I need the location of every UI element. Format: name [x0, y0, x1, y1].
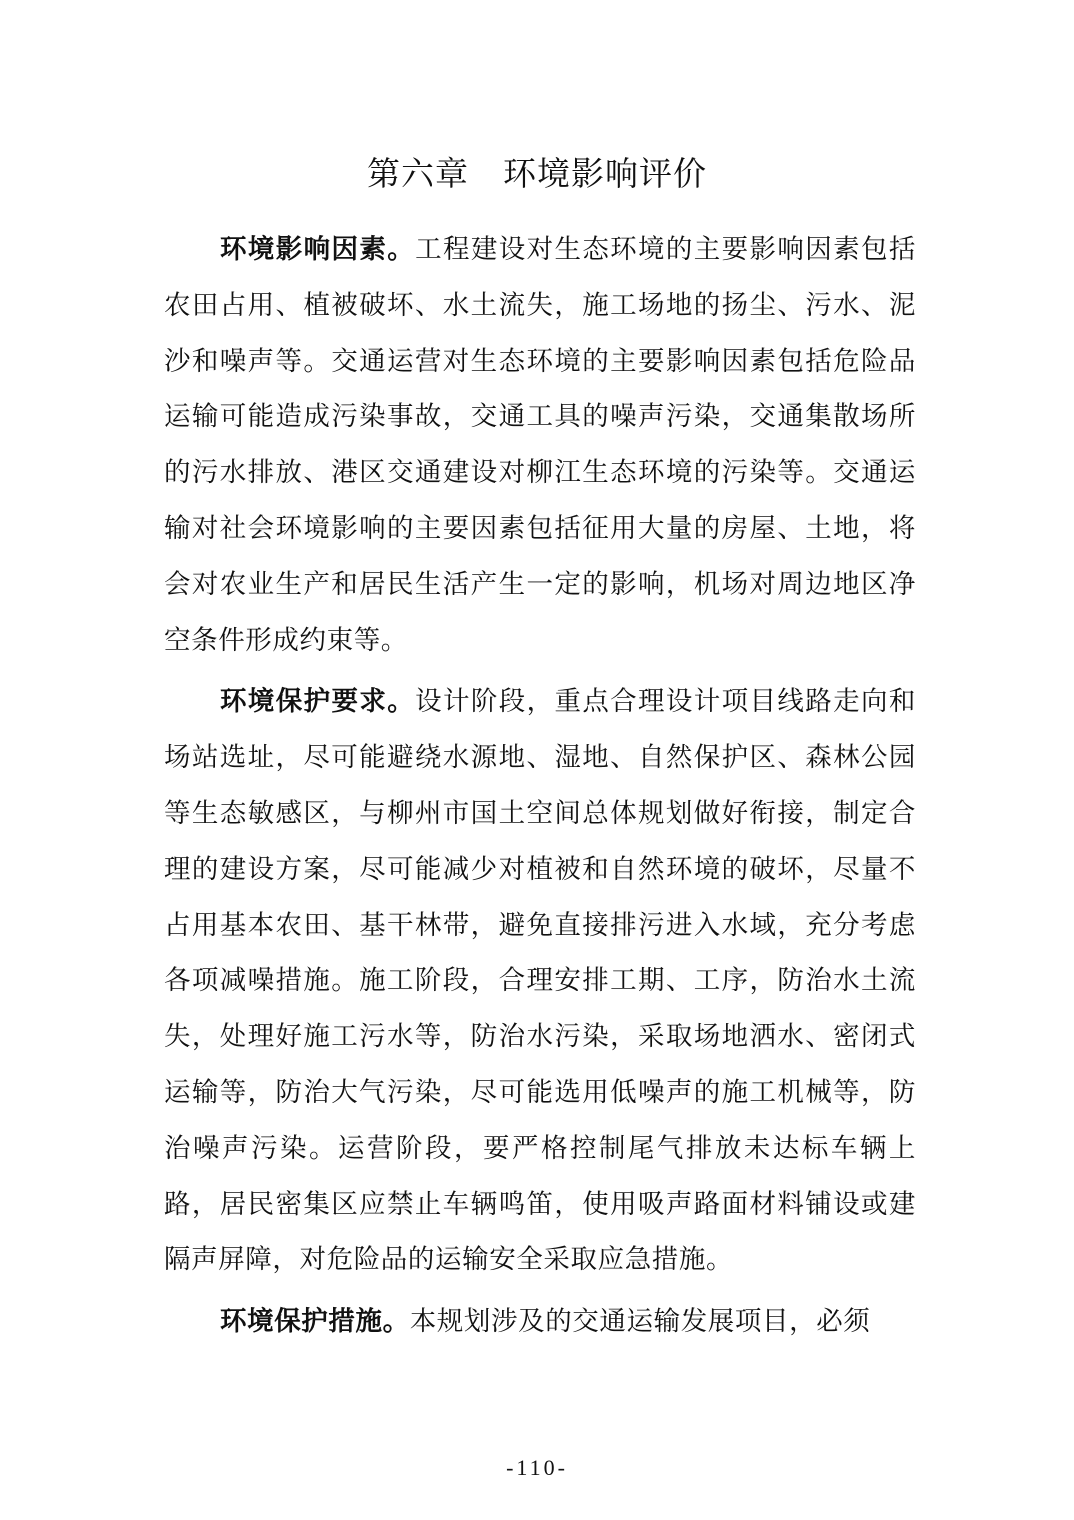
paragraph-lead-heading: 环境保护要求。 — [220, 686, 416, 718]
paragraph-impact-factors — [164, 222, 916, 668]
paragraph-body: 本规划涉及的交通运输发展项目，必须 — [409, 1306, 871, 1338]
body-text — [164, 222, 916, 1356]
paragraph-body: 工程建设对生态环境的主要影响因素包括农田占用、植被破坏、水土流失，施工场地的扬尘、污水、泥沙和噪声等。交通运营对生态环境的主要影响因素包括危险品运输可能造成污染事故，交通工具的噪声污染，交通集散场所的污水排放、港区交通建设对柳江生态环境的污染等。交通运输对社会环境影响的主要因素包括征用大量的房屋、土地，将会对农业生产和居民生活产生一定的影响，机场对周边地区净空条件形成约束等。 — [164, 234, 916, 656]
page-number: -110- — [506, 1455, 568, 1480]
paragraph-lead-heading: 环境影响因素。 — [220, 234, 416, 265]
paragraph-body: 设计阶段，重点合理设计项目线路走向和场站选址，尽可能避绕水源地、湿地、自然保护区、森林公园等生态敏感区，与柳州市国土空间总体规划做好衔接，制定合理的建设方案，尽可能减少对植被和自然环境的破坏，尽量不占用基本农田、基干林带，避免直接排污进入水域，充分考虑各项减噪措施。施工阶段，合理安排工期、工序，防治水土流失，处理好施工污水等，防治水污染，采取场地洒水、密闭式运输等，防治大气污染，尽可能选用低噪声的施工机械等，防治噪声污染。运营阶段，要严格控制尾气排放未达标车辆上路，居民密集区应禁止车辆鸣笛，使用吸声路面材料铺设或建隔声屏障，对危险品的运输安全采取应急措施。 — [164, 686, 916, 1276]
chapter-title: 环境影响评价 — [503, 154, 707, 193]
paragraph-protection-requirements — [164, 674, 916, 1288]
paragraph-lead-heading: 环境保护措施。 — [220, 1306, 410, 1338]
page-title — [0, 144, 1074, 204]
chapter-number: 第六章 — [367, 154, 469, 193]
paragraph-protection-measures — [164, 1294, 916, 1350]
